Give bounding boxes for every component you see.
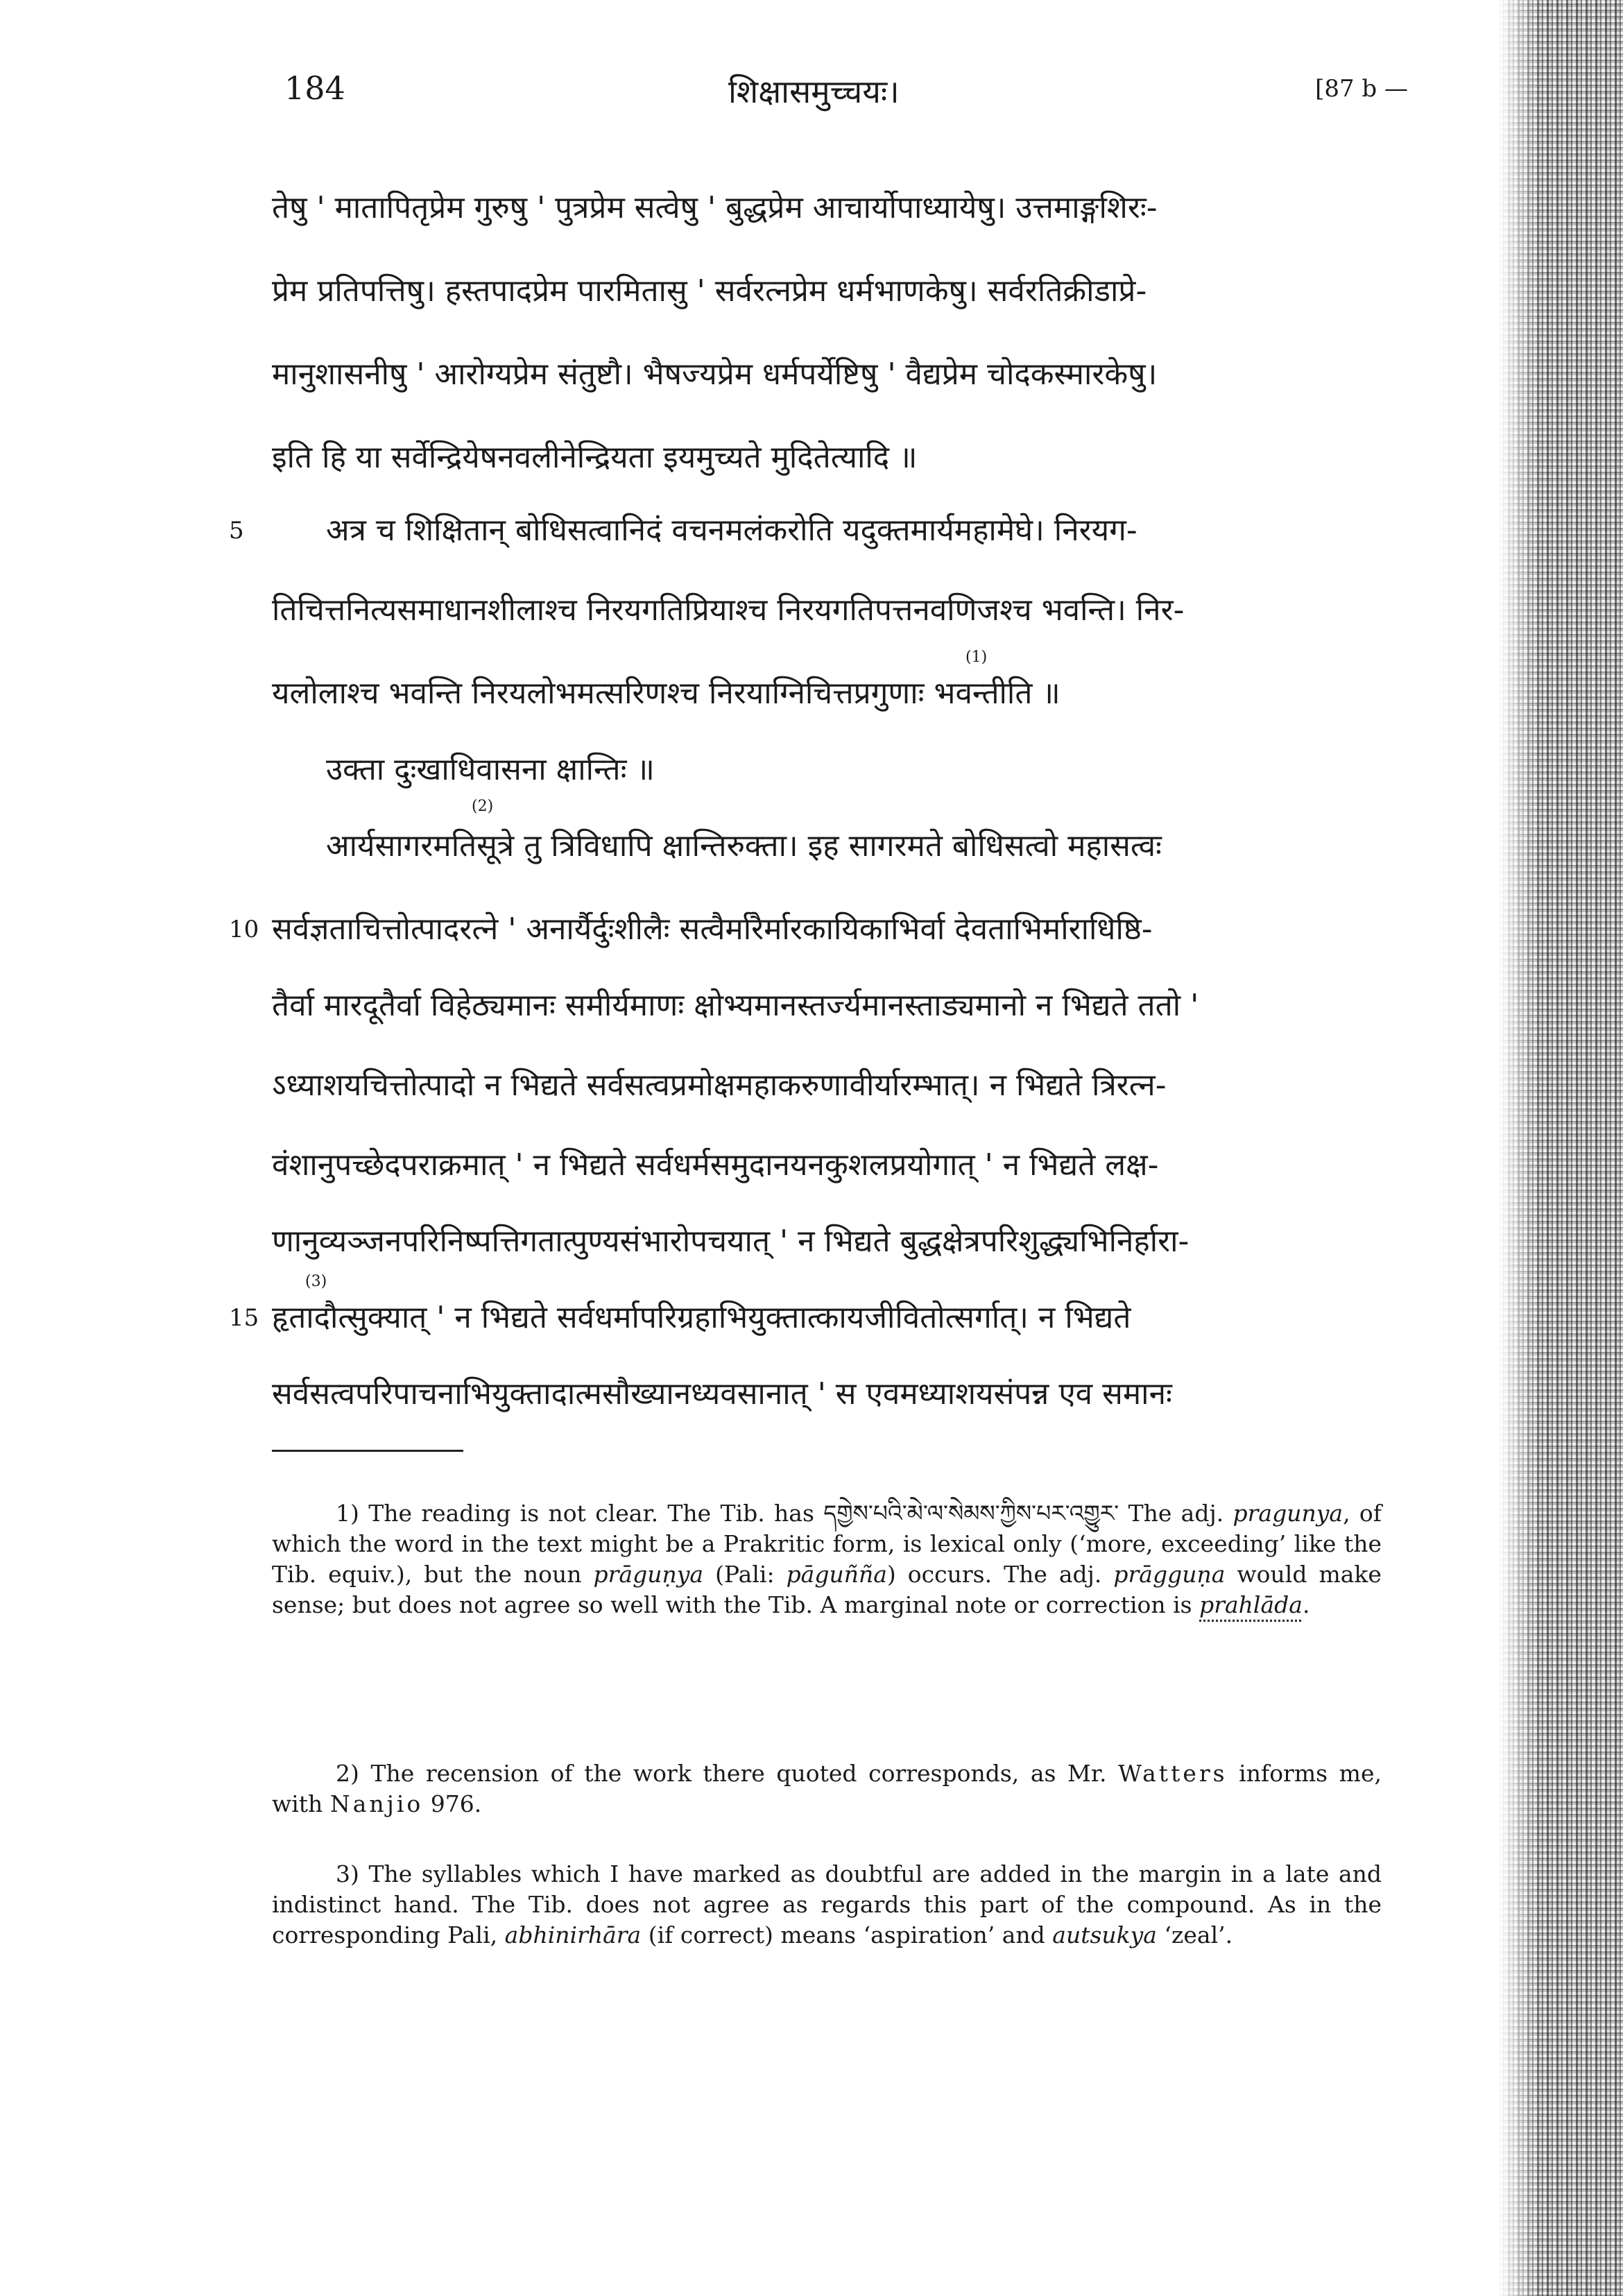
text-line: इति हि या सर्वेन्द्रियेषनवलीनेन्द्रियता इयमुच्यते मुदितेत्यादि ॥	[272, 440, 918, 475]
text-line: तिचित्तनित्यसमाधानशीलाश्च निरयगतिप्रियाश्च निरयगतिपत्तनवणिजश्च भवन्ति। निर-	[272, 592, 1185, 628]
text-line: ऽध्याशयचित्तोत्पादो न भिद्यते सर्वसत्वप्रमोक्षमहाकरुणावीर्यारम्भात्। न भिद्यते त्रिरत्न-	[272, 1068, 1167, 1103]
text-line: यलोलाश्च भवन्ति निरयलोभमत्सरिणश्च निरयाग्निचित्तप्रगुणाः भवन्तीति ॥	[272, 676, 1060, 711]
footnote-3: 3) The syllables which I have marked as doubtful are added in the margin in a late and indistinct hand. The Tib. does not agree as regards this part of the compound. As in the corresponding Pali, abhinirhāra (if correct) means ‘aspiration’ and autsukya ‘zeal’.	[272, 1860, 1382, 1948]
footnote-2: 2) The recension of the work there quoted corresponds, as Mr. Watters informs me, with Nanjio 976.	[272, 1760, 1382, 1817]
text-line: 5 अत्र च शिक्षितान् बोधिसत्वानिदं वचनमलंकरोति यदुक्तमार्यमहामेघे। निरयग-	[229, 513, 1137, 548]
text-line: वंशानुपच्छेदपराक्रमात् ' न भिद्यते सर्वधर्मसमुदानयनकुशलप्रयोगात् ' न भिद्यते लक्ष-	[272, 1147, 1159, 1183]
text-line: णानुव्यञ्जनपरिनिष्पत्तिगतात्पुण्यसंभारोपचयात् ' न भिद्यते बुद्धक्षेत्रपरिशुद्ध्यभिनिर्हारा-	[272, 1224, 1190, 1259]
footnote-marker-1: (1)	[965, 649, 988, 666]
text-line: मानुशासनीषु ' आरोग्यप्रेम संतुष्टौ। भैषज्यप्रेम धर्मपर्येष्टिषु ' वैद्यप्रेम चोदकस्मारकेषु।	[272, 357, 1158, 392]
page-number: 184	[284, 69, 345, 107]
text-line: प्रेम प्रतिपत्तिषु। हस्तपादप्रेम पारमितासु ' सर्वरत्नप्रेम धर्मभाणकेषु। सर्वरतिक्रीडाप्रे-	[272, 273, 1147, 309]
text-line: तेषु ' मातापितृप्रेम गुरुषु ' पुत्रप्रेम सत्वेषु ' बुद्धप्रेम आचार्योपाध्यायेषु। उत्तमाङ्गशिरः-	[272, 190, 1158, 225]
footnote-1: 1) The reading is not clear. The Tib. has དགྱེས་པའི་མེ་ལ་སེམས་ཀྱིས་པར་འགྱུར་ The adj. pragunya, of which the word in the text might be a Prakritic form, is lexical only (‘more, exceeding’ like the Tib. equiv.), but the noun prāguṇya (Pali: pāguñña) occurs. The adj. prāgguṇa would make sense; but does not agree so well with the Tib. A marginal note or correction is prahlāda.	[272, 1500, 1382, 1618]
text-line: सर्वसत्वपरिपाचनाभियुक्तादात्मसौख्यानध्यवसानात् ' स एवमध्याशयसंपन्न एव समानः	[272, 1376, 1172, 1412]
running-title: शिक्षासमुच्चयः।	[728, 73, 900, 110]
text-line: 10 सर्वज्ञताचित्तोत्पादरत्ने ' अनार्यैर्दुःशीलैः सत्वैर्मारैर्मारकायिकाभिर्वा देवताभिर्माराधिष्ठि-	[229, 911, 1153, 947]
text-line: तैर्वा मारदूतैर्वा विहेठ्यमानः समीर्यमाणः क्षोभ्यमानस्तर्ज्यमानस्ताड्यमानो न भिद्यते ततो '	[272, 988, 1199, 1023]
page-header	[284, 69, 1408, 125]
tibetan-quote: དགྱེས་པའི་མེ་ལ་སེམས་ཀྱིས་པར་འགྱུར་	[823, 1500, 1119, 1527]
footnote-marker-3: (3)	[305, 1273, 327, 1290]
text-line: उक्ता दुःखाधिवासना क्षान्तिः ॥	[326, 752, 655, 787]
text-line: 15 हृतादौत्सुक्यात् ' न भिद्यते सर्वधर्मापरिग्रहाभियुक्तात्कायजीवितोत्सर्गात्। न भिद्यते	[229, 1300, 1131, 1335]
folio-reference: [87 b —	[1315, 75, 1408, 103]
text-line: आर्यसागरमतिसूत्रे तु त्रिविधापि क्षान्तिरुक्ता। इह सागरमते बोधिसत्वो महासत्वः	[326, 828, 1162, 864]
footnote-marker-2: (2)	[472, 798, 494, 815]
footnote-rule	[272, 1450, 463, 1452]
